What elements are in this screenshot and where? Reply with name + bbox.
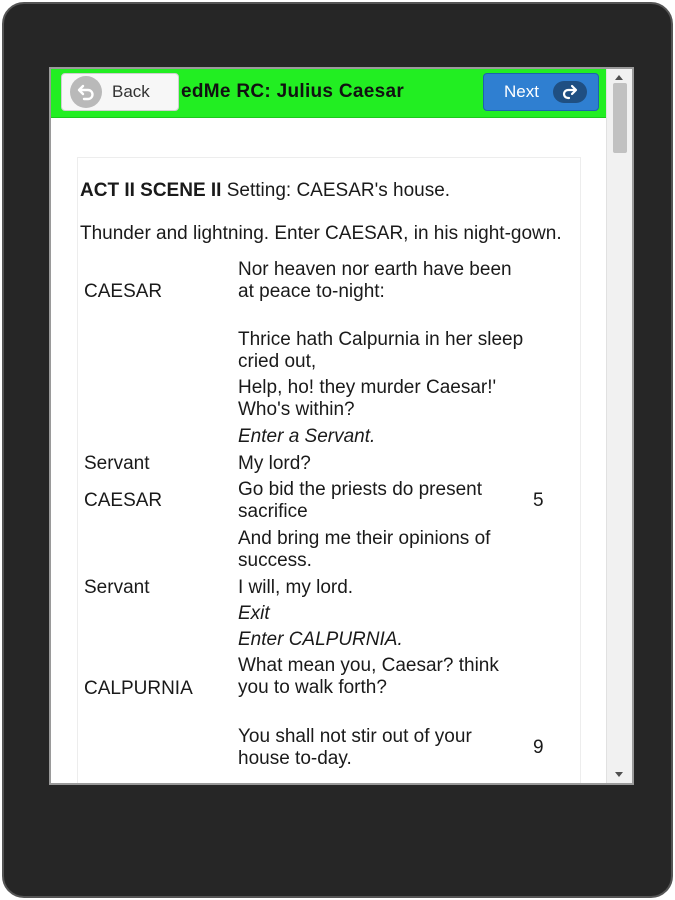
stage-direction-inline: Enter CALPURNIA.	[238, 629, 403, 650]
dialogue-line: Go bid the priests do present sacrifice	[238, 479, 482, 522]
speaker-name: CALPURNIA	[84, 678, 193, 699]
stage-direction: Thunder and lightning. Enter CAESAR, in his night-gown.	[80, 223, 562, 244]
next-button-label: Next	[504, 82, 539, 101]
dialogue-line: My lord?	[238, 453, 311, 474]
scene-heading: ACT II SCENE II	[80, 180, 222, 201]
dialogue-line: What mean you, Caesar? think you to walk forth?	[238, 655, 499, 698]
back-button-label: Back	[112, 82, 150, 101]
scene-heading-line	[80, 180, 580, 202]
header-bar	[51, 69, 607, 118]
scroll-up-arrow-icon[interactable]	[615, 75, 623, 80]
scrollbar-thumb[interactable]	[613, 83, 627, 153]
dialogue-line: I will, my lord.	[238, 577, 354, 598]
dialogue-line: You shall not stir out of your house to-day.	[238, 726, 472, 769]
speaker-name: Servant	[84, 577, 150, 598]
stage-direction-inline: Enter a Servant.	[238, 426, 376, 447]
stage-direction-inline: Exit	[238, 603, 270, 624]
next-button[interactable]	[483, 73, 599, 111]
speaker-name: CAESAR	[84, 490, 163, 511]
line-number: 5	[533, 490, 544, 511]
speaker-name: Servant	[84, 453, 150, 474]
line-number: 9	[533, 737, 544, 758]
dialogue-line: And bring me their opinions of success.	[238, 528, 491, 571]
play-text-panel	[77, 157, 581, 785]
speaker-name: CAESAR	[84, 281, 163, 302]
device-frame	[2, 2, 673, 898]
page-title: edMe RC: Julius Caesar	[181, 81, 405, 102]
dialogue-line: Thrice hath Calpurnia in her sleep cried out,	[238, 329, 524, 372]
vertical-scrollbar[interactable]	[606, 69, 632, 783]
dialogue-line: Help, ho! they murder Caesar!' Who's within?	[238, 377, 497, 420]
dialogue-line: Nor heaven nor earth have been at peace to-night:	[238, 259, 512, 302]
scroll-down-arrow-icon[interactable]	[615, 772, 623, 777]
redo-arrow-icon	[553, 81, 587, 103]
back-button[interactable]	[61, 73, 179, 111]
app-screen	[49, 67, 634, 785]
undo-arrow-icon	[70, 76, 102, 108]
scene-setting: Setting: CAESAR's house.	[221, 180, 451, 201]
